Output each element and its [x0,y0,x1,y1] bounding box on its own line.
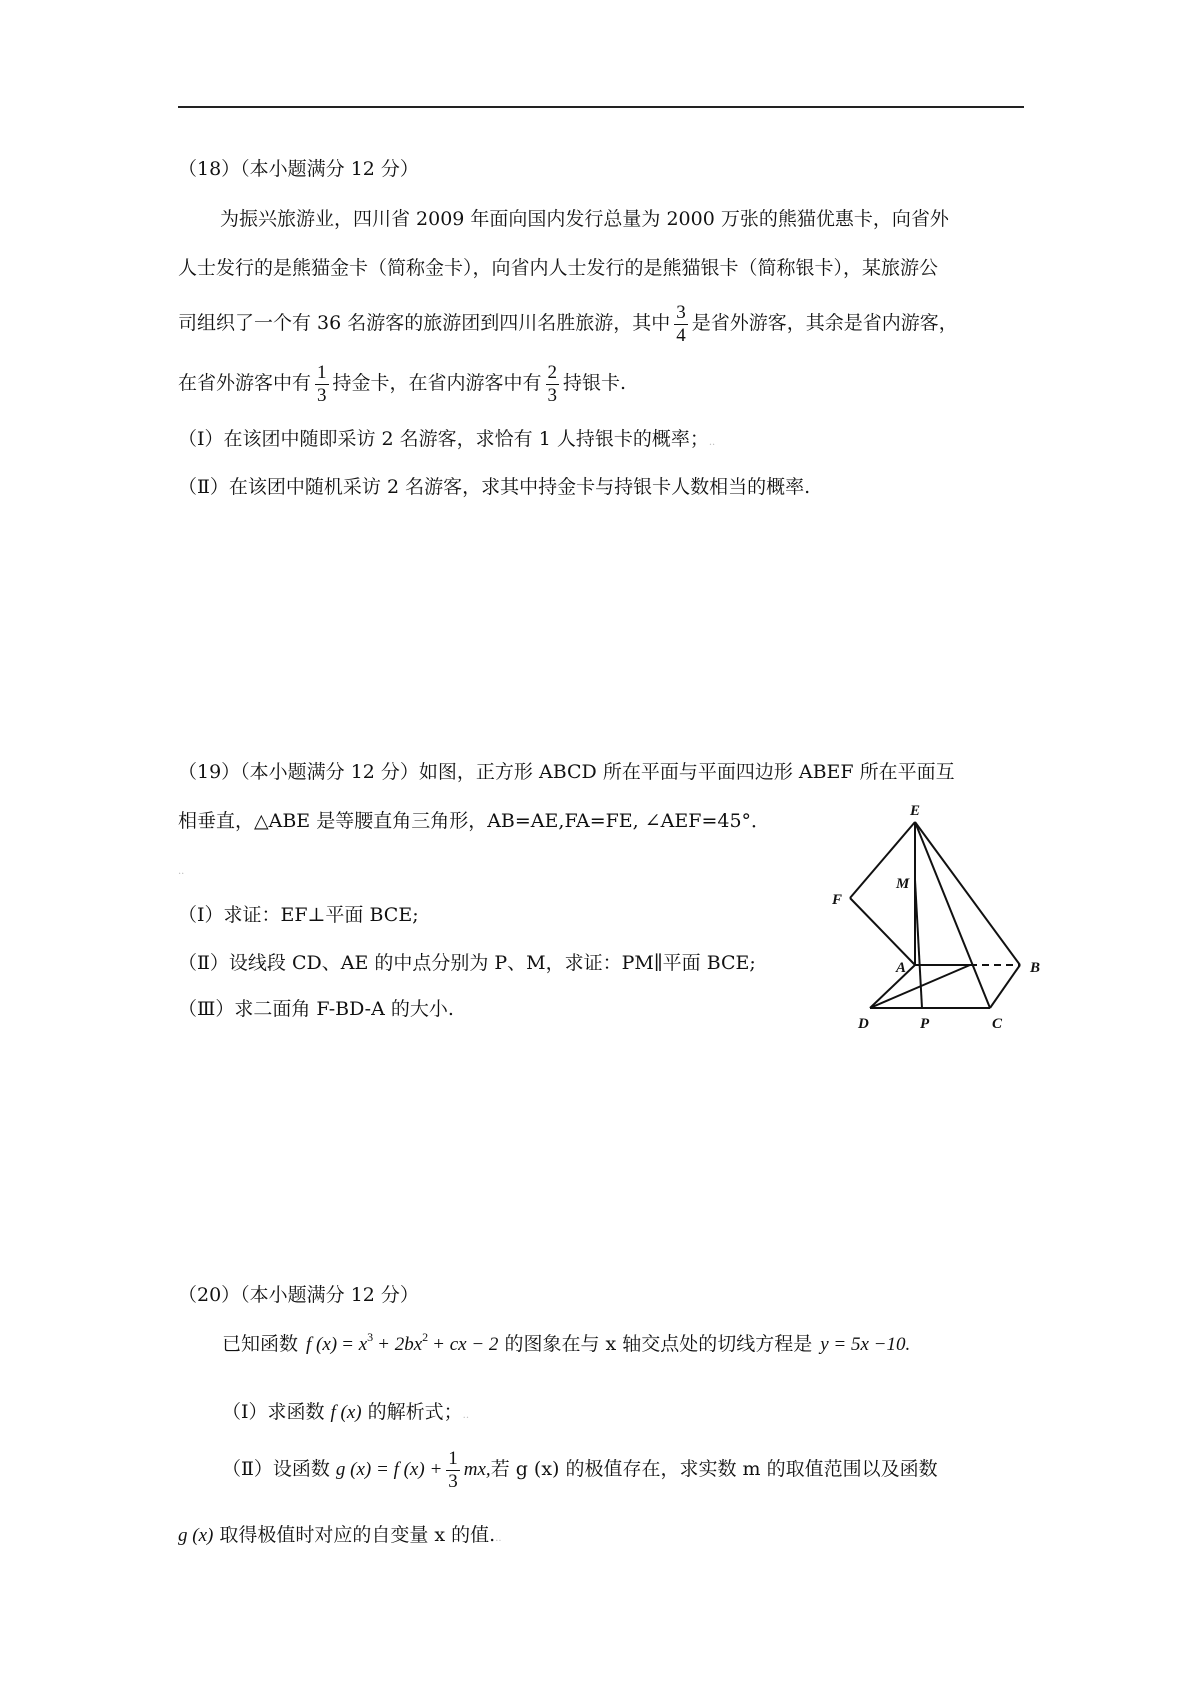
math-exponent: 3 [367,1330,374,1344]
label-P: P [920,1016,930,1032]
q20-text: 的图象在与 x 轴交点处的切线方程是 [504,1333,813,1355]
scan-artifact: .. [708,437,716,448]
fraction-one-third [446,1448,460,1493]
q18-header: （18）（本小题满分 12 分） [178,158,419,180]
label-B: B [1030,960,1041,976]
edge-EB [915,822,1020,965]
q18-part-i-text: （Ⅰ）在该团中随即采访 2 名游客，求恰有 1 人持银卡的概率； [178,428,709,450]
math-gx: g (x) [178,1525,214,1546]
q20-line-1 [222,1331,910,1358]
math-exponent: 2 [422,1330,429,1344]
q18-text: 司组织了一个有 36 名游客的旅游团到四川名胜旅游，其中 [178,312,671,334]
numerator: 1 [448,1447,458,1469]
q18-paragraph-line-2: 人士发行的是熊猫金卡（简称金卡），向省内人士发行的是熊猫银卡（简称银卡），某旅游公 [178,257,939,279]
q18-text: 持银卡. [563,372,627,394]
denominator: 3 [448,1470,458,1492]
denominator: 3 [317,384,327,406]
q19-line-2: 相垂直，△ABE 是等腰直角三角形，AB=AE,FA=FE, ∠AEF=45°． [178,810,771,832]
label-E: E [910,803,921,819]
q20-header: （20）（本小题满分 12 分） [178,1284,419,1306]
label-M: M [896,876,910,892]
q18-text: 持金卡，在省内游客中有 [332,372,542,394]
scan-artifact: .. [495,1533,502,1544]
fraction-three-quarters [674,302,688,347]
math-tangent-equation: y = 5x −10. [820,1334,911,1355]
label-A: A [896,960,907,976]
edge-FA [850,898,915,965]
math-gx-definition: g (x) = f (x) + [335,1459,443,1480]
q18-paragraph-line-4 [178,358,626,408]
q18-part-i [178,426,715,456]
scan-artifact: .. [178,866,185,877]
denominator: 4 [676,324,686,346]
fraction-two-thirds [546,362,560,407]
q20-part-i [222,1399,469,1429]
math-term: + 2bx [377,1334,423,1355]
q20-text: （Ⅰ）求函数 [222,1401,325,1423]
q20-text: 已知函数 [222,1333,299,1355]
scan-artifact: .. [462,1410,470,1421]
label-F: F [832,892,843,908]
fraction-one-third [315,362,329,407]
top-rule [178,106,1024,108]
q18-part-ii: （Ⅱ）在该团中随机采访 2 名游客，求其中持金卡与持银卡人数相当的概率. [178,476,811,498]
edge-CB [990,965,1020,1008]
math-term: = x [341,1334,368,1355]
q20-text: 取得极值时对应的自变量 x 的值. [219,1524,496,1546]
q20-text: 若 g (x) 的极值存在，求实数 m 的取值范围以及函数 [490,1458,938,1480]
q20-text: 的解析式； [367,1401,463,1423]
edge-DA [870,965,915,1008]
q18-paragraph-line-3 [178,298,958,348]
q19-part-iii: （Ⅲ）求二面角 F-BD-A 的大小. [178,998,454,1020]
q20-text: （Ⅱ）设函数 [222,1458,330,1480]
q19-part-i: （Ⅰ）求证：EF⊥平面 BCE; [178,904,419,926]
numerator: 1 [317,361,327,383]
edge-EC [915,822,990,1008]
q20-part-ii [222,1441,938,1498]
q20-part-ii-cont [178,1522,502,1552]
q19-part-ii: （Ⅱ）设线段 CD、AE 的中点分别为 P、M，求证：PM∥平面 BCE; [178,952,756,974]
q18-text: 在省外游客中有 [178,372,312,394]
label-D: D [858,1016,869,1032]
label-C: C [992,1016,1003,1032]
math-mx: mx, [463,1459,491,1480]
numerator: 3 [676,301,686,323]
q19-header-line: （19）（本小题满分 12 分）如图，正方形 ABCD 所在平面与平面四边形 ABEF 所在平面互 [178,761,955,783]
numerator: 2 [547,361,558,383]
q19-geometry-figure [830,800,1060,1040]
q18-text: 是省外游客，其余是省内游客， [691,312,958,334]
math-fx: f (x) [330,1402,362,1423]
denominator: 3 [547,384,558,406]
q18-paragraph-line-1: 为振兴旅游业，四川省 2009 年面向国内发行总量为 2000 万张的熊猫优惠卡，向省外 [220,208,949,230]
math-fx: f (x) [306,1334,338,1355]
math-term: + cx − 2 [432,1334,499,1355]
